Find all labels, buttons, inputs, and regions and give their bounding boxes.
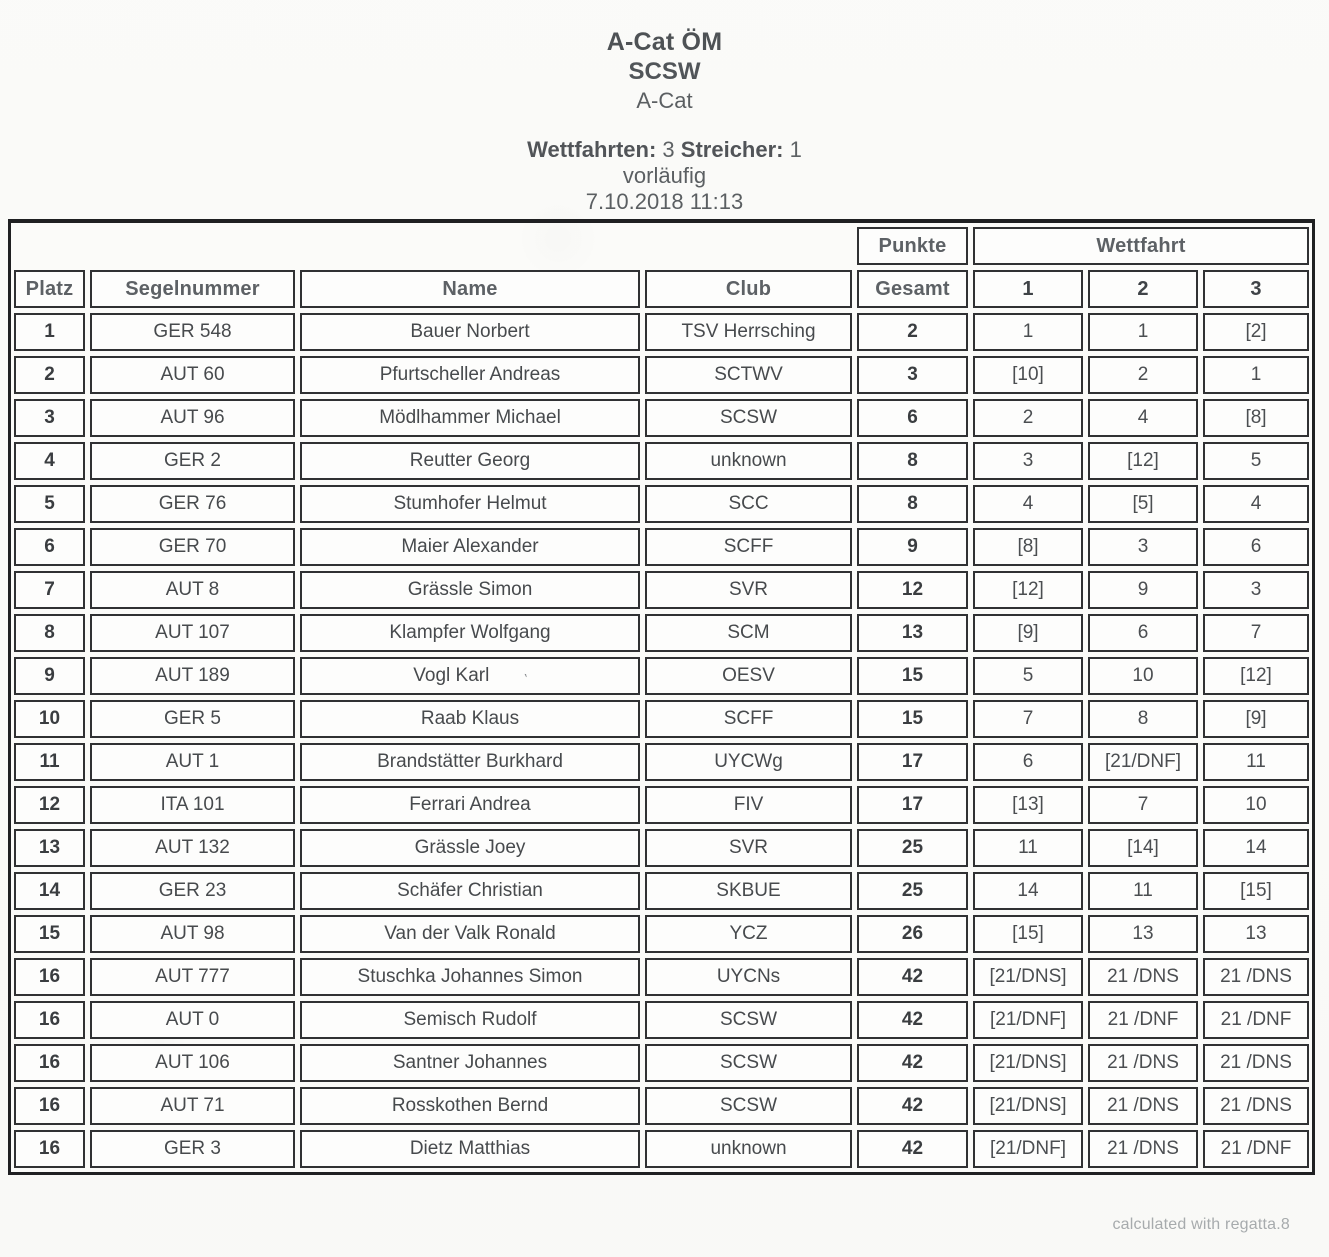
club-cell: SCSW — [645, 399, 852, 437]
race-3-cell: 6 — [1203, 528, 1309, 566]
total-points-cell: 13 — [857, 614, 968, 652]
platz-cell: 16 — [14, 1044, 85, 1082]
sailnumber-cell: AUT 98 — [90, 915, 295, 953]
results-table-grid — [14, 227, 1309, 1168]
club-cell: SCFF — [645, 528, 852, 566]
col-header-segelnummer: Segelnummer — [90, 270, 295, 308]
club-cell: SVR — [645, 829, 852, 867]
club-cell: OESV — [645, 657, 852, 695]
platz-cell: 9 — [14, 657, 85, 695]
platz-cell: 5 — [14, 485, 85, 523]
platz-cell: 14 — [14, 872, 85, 910]
results-table-frame — [8, 219, 1315, 1175]
platz-cell: 16 — [14, 1130, 85, 1168]
club-cell: FIV — [645, 786, 852, 824]
name-cell: Brandstätter Burkhard — [300, 743, 640, 781]
col-header-race-1: 1 — [973, 270, 1083, 308]
sailnumber-cell: AUT 189 — [90, 657, 295, 695]
name-cell: Bauer Norbert — [300, 313, 640, 351]
race-2-cell: 7 — [1088, 786, 1198, 824]
club-cell: SCM — [645, 614, 852, 652]
race-2-cell: [21/DNF] — [1088, 743, 1198, 781]
race-2-cell: 21 /DNS — [1088, 1130, 1198, 1168]
sailnumber-cell: AUT 777 — [90, 958, 295, 996]
platz-cell: 16 — [14, 958, 85, 996]
total-points-cell: 25 — [857, 872, 968, 910]
total-points-cell: 25 — [857, 829, 968, 867]
total-points-cell: 8 — [857, 442, 968, 480]
race-2-cell: 2 — [1088, 356, 1198, 394]
race-2-cell: [12] — [1088, 442, 1198, 480]
race-3-cell: 21 /DNF — [1203, 1001, 1309, 1039]
race-2-cell: [5] — [1088, 485, 1198, 523]
total-points-cell: 9 — [857, 528, 968, 566]
regatta-meta — [0, 136, 1329, 215]
platz-cell: 15 — [14, 915, 85, 953]
total-points-cell: 17 — [857, 743, 968, 781]
race-1-cell: 11 — [973, 829, 1083, 867]
name-cell: Mödlhammer Michael — [300, 399, 640, 437]
race-3-cell: 14 — [1203, 829, 1309, 867]
name-cell: Santner Johannes — [300, 1044, 640, 1082]
race-1-cell: 5 — [973, 657, 1083, 695]
sailnumber-cell: GER 3 — [90, 1130, 295, 1168]
total-points-cell: 42 — [857, 958, 968, 996]
platz-cell: 1 — [14, 313, 85, 351]
club-cell: unknown — [645, 442, 852, 480]
name-cell: Grässle Joey — [300, 829, 640, 867]
race-3-cell: [9] — [1203, 700, 1309, 738]
race-1-cell: [13] — [973, 786, 1083, 824]
races-group-header: Wettfahrt — [973, 227, 1309, 265]
club-cell: UYCWg — [645, 743, 852, 781]
race-1-cell: [9] — [973, 614, 1083, 652]
race-1-cell: [10] — [973, 356, 1083, 394]
race-3-cell: [2] — [1203, 313, 1309, 351]
sailnumber-cell: GER 76 — [90, 485, 295, 523]
sailnumber-cell: AUT 132 — [90, 829, 295, 867]
name-cell: Ferrari Andrea — [300, 786, 640, 824]
club-cell: SCFF — [645, 700, 852, 738]
boat-class: A-Cat — [636, 88, 693, 113]
club-cell: YCZ — [645, 915, 852, 953]
sailnumber-cell: AUT 96 — [90, 399, 295, 437]
race-3-cell: 7 — [1203, 614, 1309, 652]
name-cell: Stuschka Johannes Simon — [300, 958, 640, 996]
col-header-race-3: 3 — [1203, 270, 1309, 308]
sailnumber-cell: GER 548 — [90, 313, 295, 351]
club-cell: unknown — [645, 1130, 852, 1168]
race-3-cell: 21 /DNS — [1203, 1087, 1309, 1125]
race-3-cell: [12] — [1203, 657, 1309, 695]
race-1-cell: 6 — [973, 743, 1083, 781]
club-cell: TSV Herrsching — [645, 313, 852, 351]
race-2-cell: 13 — [1088, 915, 1198, 953]
status-text: vorläufig — [622, 163, 707, 188]
race-1-cell: [12] — [973, 571, 1083, 609]
total-points-cell: 26 — [857, 915, 968, 953]
race-2-cell: 21 /DNS — [1088, 1044, 1198, 1082]
discards-label: Streicher: — [680, 137, 784, 162]
club-cell: SVR — [645, 571, 852, 609]
race-2-cell: 11 — [1088, 872, 1198, 910]
platz-cell: 2 — [14, 356, 85, 394]
total-points-cell: 42 — [857, 1001, 968, 1039]
name-cell: Van der Valk Ronald — [300, 915, 640, 953]
club-cell: SCSW — [645, 1044, 852, 1082]
race-1-cell: [21/DNS] — [973, 1044, 1083, 1082]
name-cell: Maier Alexander — [300, 528, 640, 566]
race-1-cell: [8] — [973, 528, 1083, 566]
name-cell: Rosskothen Bernd — [300, 1087, 640, 1125]
total-points-cell: 17 — [857, 786, 968, 824]
race-1-cell: 7 — [973, 700, 1083, 738]
name-cell: Raab Klaus — [300, 700, 640, 738]
race-2-cell: 1 — [1088, 313, 1198, 351]
races-label: Wettfahrten: — [527, 137, 657, 162]
sailnumber-cell: GER 5 — [90, 700, 295, 738]
sailnumber-cell: AUT 1 — [90, 743, 295, 781]
race-1-cell: [15] — [973, 915, 1083, 953]
race-3-cell: [8] — [1203, 399, 1309, 437]
event-title: A-Cat ÖM — [606, 28, 723, 56]
club-cell: SCC — [645, 485, 852, 523]
date-time-text: 7.10.2018 11:13 — [585, 189, 744, 214]
total-points-cell: 12 — [857, 571, 968, 609]
races-value: 3 — [662, 137, 675, 162]
platz-cell: 13 — [14, 829, 85, 867]
host-club: SCSW — [628, 58, 701, 85]
race-1-cell: [21/DNF] — [973, 1130, 1083, 1168]
race-3-cell: 10 — [1203, 786, 1309, 824]
race-1-cell: [21/DNS] — [973, 1087, 1083, 1125]
total-points-cell: 3 — [857, 356, 968, 394]
race-2-cell: 21 /DNF — [1088, 1001, 1198, 1039]
name-cell: Dietz Matthias — [300, 1130, 640, 1168]
platz-cell: 11 — [14, 743, 85, 781]
race-1-cell: 4 — [973, 485, 1083, 523]
sailnumber-cell: AUT 8 — [90, 571, 295, 609]
points-group-header: Punkte — [857, 227, 968, 265]
race-1-cell: 3 — [973, 442, 1083, 480]
race-3-cell: [15] — [1203, 872, 1309, 910]
header-spacer — [14, 227, 852, 265]
name-cell: Stumhofer Helmut — [300, 485, 640, 523]
sailnumber-cell: ITA 101 — [90, 786, 295, 824]
race-3-cell: 1 — [1203, 356, 1309, 394]
col-header-gesamt: Gesamt — [857, 270, 968, 308]
total-points-cell: 8 — [857, 485, 968, 523]
race-3-cell: 11 — [1203, 743, 1309, 781]
total-points-cell: 2 — [857, 313, 968, 351]
club-cell: SCSW — [645, 1001, 852, 1039]
platz-cell: 6 — [14, 528, 85, 566]
name-cell: Vogl Karl ‵ — [300, 657, 640, 695]
total-points-cell: 6 — [857, 399, 968, 437]
race-2-cell: 6 — [1088, 614, 1198, 652]
name-cell: Semisch Rudolf — [300, 1001, 640, 1039]
platz-cell: 7 — [14, 571, 85, 609]
race-3-cell: 13 — [1203, 915, 1309, 953]
platz-cell: 8 — [14, 614, 85, 652]
total-points-cell: 15 — [857, 700, 968, 738]
col-header-club: Club — [645, 270, 852, 308]
races-discards-line — [0, 136, 1329, 163]
race-3-cell: 21 /DNS — [1203, 958, 1309, 996]
race-2-cell: 21 /DNS — [1088, 1087, 1198, 1125]
race-1-cell: 14 — [973, 872, 1083, 910]
platz-cell: 16 — [14, 1087, 85, 1125]
race-2-cell: 3 — [1088, 528, 1198, 566]
col-header-platz: Platz — [14, 270, 85, 308]
name-cell: Klampfer Wolfgang — [300, 614, 640, 652]
col-header-race-2: 2 — [1088, 270, 1198, 308]
race-1-cell: 2 — [973, 399, 1083, 437]
generator-credit: calculated with regatta.8 — [1112, 1216, 1290, 1233]
name-cell: Grässle Simon — [300, 571, 640, 609]
platz-cell: 12 — [14, 786, 85, 824]
total-points-cell: 42 — [857, 1130, 968, 1168]
sailnumber-cell: AUT 107 — [90, 614, 295, 652]
race-2-cell: 4 — [1088, 399, 1198, 437]
name-cell: Reutter Georg — [300, 442, 640, 480]
club-cell: SKBUE — [645, 872, 852, 910]
race-1-cell: 1 — [973, 313, 1083, 351]
sailnumber-cell: GER 23 — [90, 872, 295, 910]
sailnumber-cell: AUT 106 — [90, 1044, 295, 1082]
race-3-cell: 21 /DNF — [1203, 1130, 1309, 1168]
race-3-cell: 5 — [1203, 442, 1309, 480]
document-header — [0, 27, 1329, 115]
sailnumber-cell: AUT 60 — [90, 356, 295, 394]
total-points-cell: 15 — [857, 657, 968, 695]
sailnumber-cell: AUT 0 — [90, 1001, 295, 1039]
race-2-cell: 9 — [1088, 571, 1198, 609]
race-2-cell: 10 — [1088, 657, 1198, 695]
race-3-cell: 4 — [1203, 485, 1309, 523]
platz-cell: 16 — [14, 1001, 85, 1039]
club-cell: SCTWV — [645, 356, 852, 394]
club-cell: SCSW — [645, 1087, 852, 1125]
platz-cell: 3 — [14, 399, 85, 437]
sailnumber-cell: AUT 71 — [90, 1087, 295, 1125]
platz-cell: 10 — [14, 700, 85, 738]
race-1-cell: [21/DNF] — [973, 1001, 1083, 1039]
sailnumber-cell: GER 70 — [90, 528, 295, 566]
name-cell: Schäfer Christian — [300, 872, 640, 910]
race-2-cell: 21 /DNS — [1088, 958, 1198, 996]
race-1-cell: [21/DNS] — [973, 958, 1083, 996]
race-2-cell: 8 — [1088, 700, 1198, 738]
sailnumber-cell: GER 2 — [90, 442, 295, 480]
race-3-cell: 21 /DNS — [1203, 1044, 1309, 1082]
club-cell: UYCNs — [645, 958, 852, 996]
race-3-cell: 3 — [1203, 571, 1309, 609]
name-cell: Pfurtscheller Andreas — [300, 356, 640, 394]
total-points-cell: 42 — [857, 1087, 968, 1125]
discards-value: 1 — [789, 137, 802, 162]
race-2-cell: [14] — [1088, 829, 1198, 867]
total-points-cell: 42 — [857, 1044, 968, 1082]
platz-cell: 4 — [14, 442, 85, 480]
col-header-name: Name — [300, 270, 640, 308]
